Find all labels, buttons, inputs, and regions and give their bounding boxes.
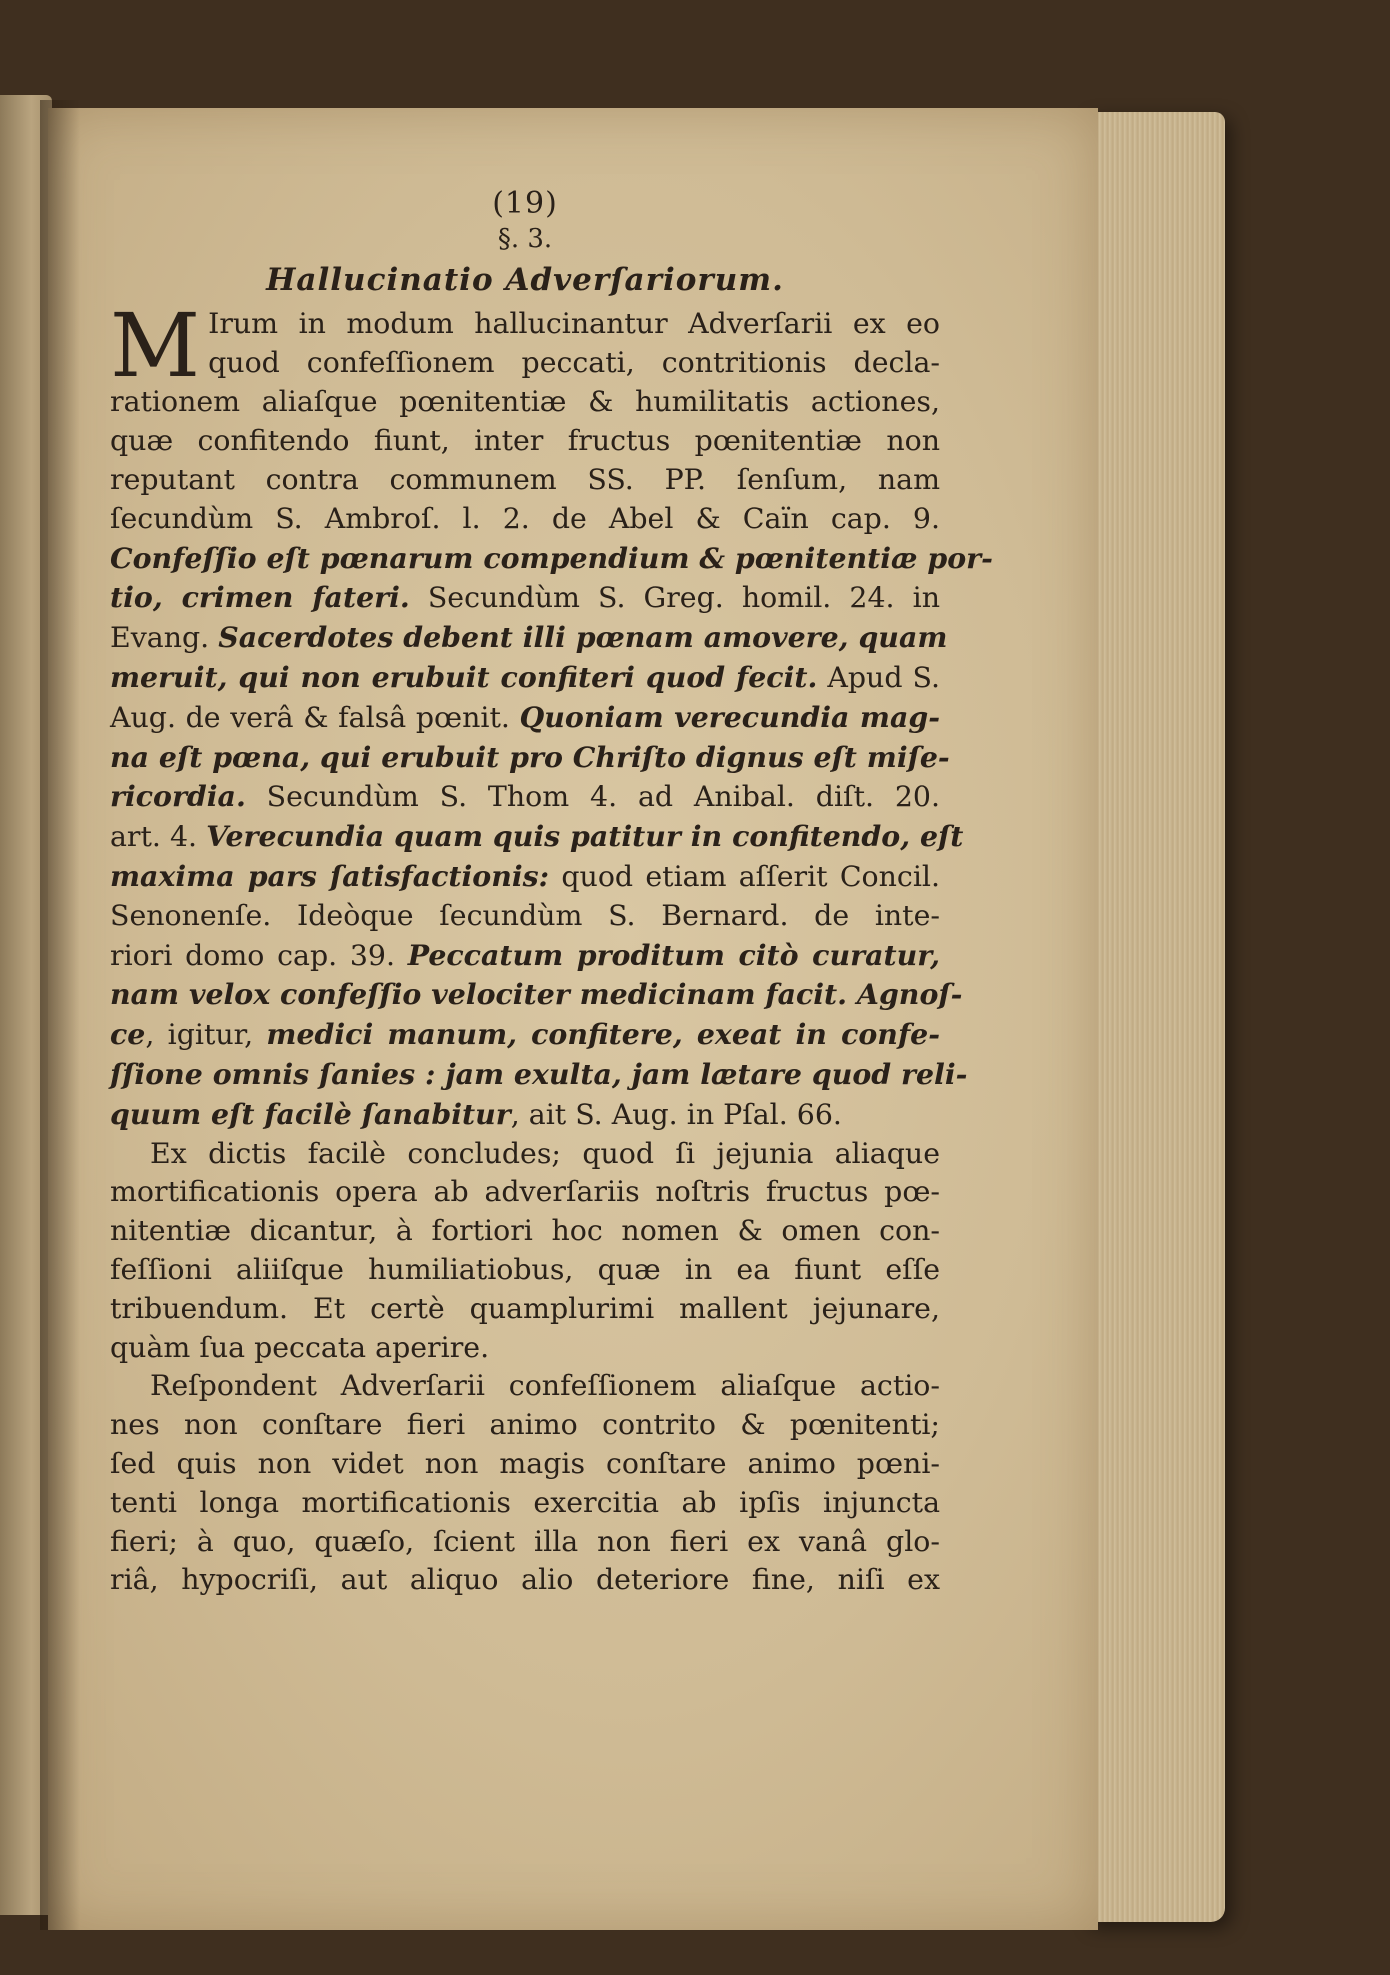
text-run: nes non conſtare fieri animo contrito & pœnitenti; [110,1408,940,1442]
text-run: riâ, hypocriſi, aut aliquo alio deteriore fine, niſi ex [110,1563,940,1597]
text-run: tio, crimen fateri. [110,580,410,615]
text-run: Confeſſio eſt pœnarum compendium & pœnitentiæ por- [110,540,993,575]
text-run: rationem aliaſque pœnitentiæ & humilitatis actiones, [110,385,940,419]
text-line [110,422,940,461]
text-line [110,1561,940,1600]
text-run: ſed quis non videt non magis conſtare animo pœni- [110,1446,940,1480]
text-line [110,698,940,738]
text-run: medici manum, confitere, exeat in confe- [266,1017,941,1052]
text-line [110,857,940,897]
text-line [110,1484,940,1523]
text-line [110,578,940,618]
text-run: Ex dictis facilè concludes; quod ſi jejunia aliaque [150,1136,940,1170]
text-run: art. 4. [110,820,207,854]
text-line [110,1290,940,1329]
text-run: tenti longa mortificationis exercitia ab ipſis injuncta [110,1485,940,1519]
text-run: quæ confitendo fiunt, inter fructus pœnitentiæ non [110,424,940,458]
text-line [110,1173,940,1212]
text-run: reputant contra communem SS. PP. ſenſum, nam [110,462,940,496]
text-run: Peccatum proditum citò curatur, [407,937,940,972]
text-line [110,1135,940,1174]
text-line [110,1055,968,1095]
page-text [110,185,993,1600]
spine-shadow [40,100,80,1930]
text-run: mortificationis opera ab adverſariis noſtris fructus pœ- [110,1175,940,1209]
text-line [110,1445,940,1484]
text-run: quod confeſſionem peccati, contritionis decla- [208,346,940,380]
text-line [110,658,940,698]
text-run: Reſpondent Adverſarii confeſſionem aliaſque actio- [150,1369,940,1403]
text-line [110,777,940,817]
text-run: Irum in modum hallucinantur Adverſarii ex eo [208,307,940,341]
text-run: meruit, qui non erubuit confiteri quod fecit. [110,659,818,694]
page-number: (19) [492,186,558,221]
text-line [110,1095,940,1135]
text-line [110,383,940,422]
text-run: quàm ſua peccata aperire. [110,1330,490,1364]
text-run: Aug. de verâ & falsâ pœnit. [110,700,520,734]
text-run: Sacerdotes debent illi pœnam amovere, quam [218,620,948,655]
text-line [110,618,948,658]
text-run: ſſione omnis ſanies : jam exulta, jam lætare quod reli- [110,1056,968,1091]
text-run: Evang. [110,621,219,655]
text-run: Quoniam verecundia mag- [519,699,940,734]
text-run: quod etiam aſſerit Concil. [549,859,941,893]
page-edges [1085,112,1225,1922]
text-run: na eſt pœna, qui erubuit pro Chriſto dignus eſt miſe- [110,739,950,774]
text-line [110,897,940,936]
text-run: feſſioni aliiſque humiliatiobus, quæ in ea fiunt eſſe [110,1252,940,1286]
text-line [110,1406,940,1445]
text-run: Apud S. [817,660,940,694]
text-run: , igitur, [145,1018,267,1052]
text-line [110,344,940,383]
text-line [110,461,940,500]
section-number: §. 3. [497,223,553,254]
text-run: tribuendum. Et certè quamplurimi mallent jejunare, [110,1291,940,1325]
text-line [110,1523,940,1562]
text-run: fieri; à quo, quæſo, ſcient illa non fieri ex vanâ glo- [110,1524,940,1558]
text-run: ce [110,1017,146,1052]
text-run: Verecundia quam quis patitur in confitendo, eſt [206,819,964,854]
text-run: Senonenſe. Ideòque ſecundùm S. Bernard. de inte- [110,898,940,932]
text-run: Secundùm S. Greg. homil. 24. in [409,581,940,615]
text-run: , ait S. Aug. in Pſal. 66. [510,1097,842,1131]
text-run: Secundùm S. Thom 4. ad Anibal. diſt. 20. [245,780,940,814]
text-line [110,1367,940,1406]
text-line [110,305,940,344]
text-run: ſecundùm S. Ambroſ. l. 2. de Abel & Caïn cap. 9. [110,501,940,535]
text-run: quum eſt facilè ſanabitur [110,1096,511,1131]
body-text [110,305,993,1600]
text-line [110,738,950,778]
text-line [110,1329,940,1368]
drop-cap: M [110,305,201,384]
text-run: nam velox confeſſio velociter medicinam facit. Agnoſ- [110,977,963,1012]
text-run: nitentiæ dicantur, à fortiori hoc nomen & omen con- [110,1214,940,1248]
text-line [110,936,940,976]
opening-paragraph [110,305,940,383]
text-run: maxima pars ſatisfactionis: [110,858,550,893]
text-line [110,1251,940,1290]
text-line [110,817,964,857]
text-line [110,1212,940,1251]
text-line [110,539,993,579]
text-line [110,500,940,539]
section-heading: Hallucinatio Adverſariorum. [266,261,784,298]
text-run: ricordia. [110,779,246,814]
text-line [110,1015,940,1055]
text-line [110,975,963,1015]
text-run: riori domo cap. 39. [110,938,408,972]
